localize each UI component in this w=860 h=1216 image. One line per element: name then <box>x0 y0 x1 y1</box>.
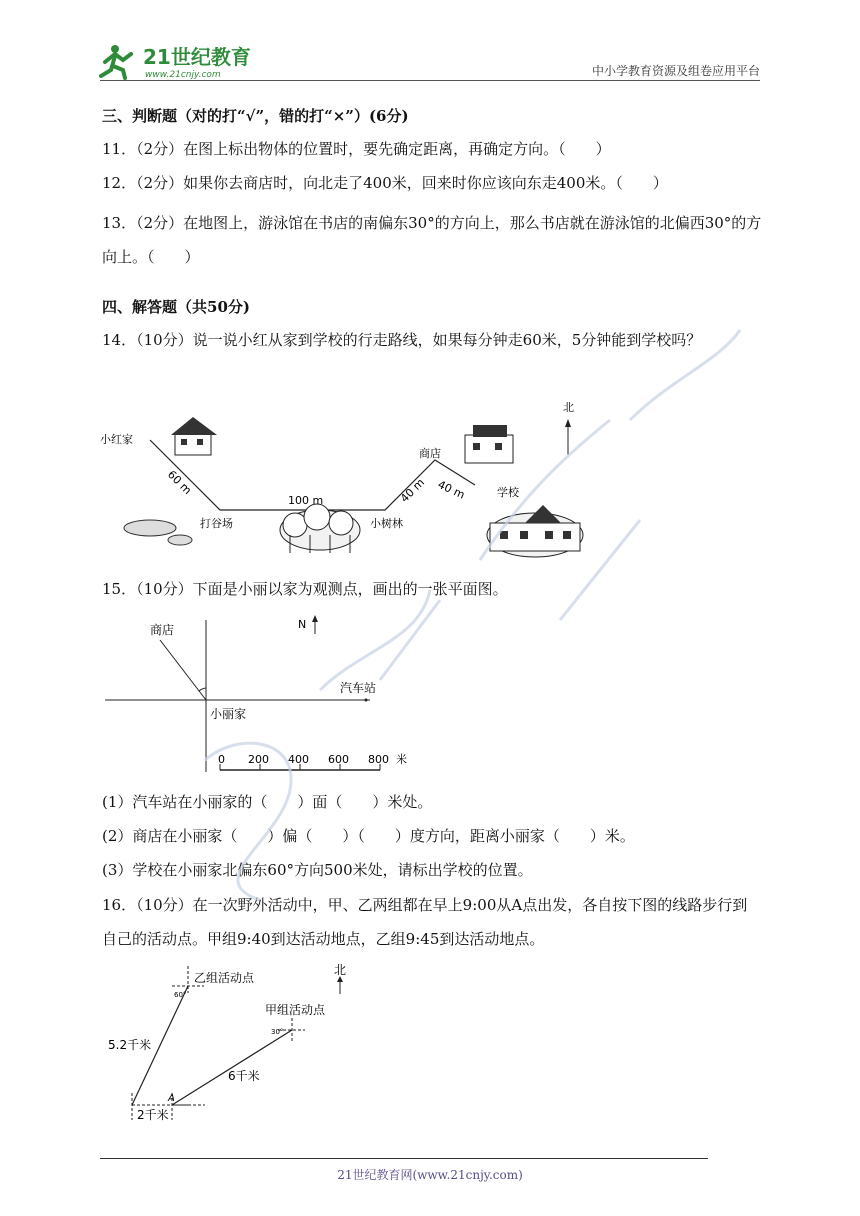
route-map-q16 <box>100 958 370 1133</box>
north-arrow-icon <box>337 976 343 994</box>
station-label: 汽车站 <box>340 681 377 695</box>
question-12: 12．（2分）如果你去商店时，向北走了400米，回来时你应该向东走400米。（ ） <box>102 174 668 192</box>
distance-2: 2千米 <box>137 1108 169 1122</box>
section4-title: 四、解答题（共50分) <box>102 298 250 316</box>
shop-label: 商店 <box>150 623 175 637</box>
north-arrow-icon <box>312 615 318 634</box>
footer-text: 21世纪教育网(www.21cnjy.com) <box>337 1168 523 1182</box>
distance-2: 100 m <box>288 494 324 507</box>
logo-url: www.21cnjy.com <box>145 70 221 80</box>
plan-map-q15 <box>100 612 430 777</box>
route-map-q14 <box>95 395 675 565</box>
question-14: 14．（10分）说一说小红从家到学校的行走路线，如果每分钟走60米，5分钟能到学校吗？ <box>102 331 702 349</box>
yi-label: 乙组活动点 <box>194 971 255 985</box>
grove-label: 小树林 <box>370 517 403 530</box>
granary-label: 打谷场 <box>200 517 233 530</box>
distance-1: 60 m <box>164 467 195 498</box>
distance-4: 40 m <box>435 477 467 502</box>
school-building-icon <box>487 505 583 557</box>
home-house-icon <box>171 417 217 455</box>
distance-5-2: 5.2千米 <box>108 1038 152 1052</box>
shop-building-icon <box>465 425 513 463</box>
runner-logo-icon <box>101 45 131 78</box>
question-15: 15．（10分）下面是小丽以家为观测点，画出的一张平面图。 <box>102 580 508 598</box>
section3-title: 三、判断题（对的打“√”，错的打“×”）(6分) <box>102 107 409 125</box>
jia-label: 甲组活动点 <box>265 1003 326 1017</box>
rocks-icon <box>124 520 192 545</box>
header-platform-text: 中小学教育资源及组卷应用平台 <box>591 64 760 78</box>
school-label: 学校 <box>497 486 519 499</box>
north-label: 北 <box>334 963 347 977</box>
point-a-label: A <box>168 1093 175 1104</box>
scale-800: 800 <box>368 753 389 766</box>
distance-6: 6千米 <box>228 1069 260 1083</box>
distance-3: 40 m <box>397 475 428 506</box>
scale-200: 200 <box>248 753 269 766</box>
station-point <box>365 699 368 702</box>
footer-divider <box>100 1158 708 1159</box>
grove-icon <box>280 504 360 553</box>
shop-label: 商店 <box>419 447 441 460</box>
home-label: 小红家 <box>100 433 133 446</box>
route-jia <box>172 1030 292 1105</box>
scale-600: 600 <box>328 753 349 766</box>
question-15-part2: (2）商店在小丽家（ ）偏（ ）（ ）度方向，距离小丽家（ ）米。 <box>102 827 635 845</box>
logo <box>95 40 265 82</box>
angle-60: 60° <box>174 991 187 999</box>
angle-30: 30° <box>271 1028 284 1036</box>
header-divider <box>100 80 760 81</box>
question-13: 13．（2分）在地图上，游泳馆在书店的南偏东30°的方向上，那么书店就在游泳馆的北偏西30°的方向上。（ ） <box>102 214 762 266</box>
north-arrow-icon <box>565 419 571 455</box>
question-16: 16．（10分）在一次野外活动中，甲、乙两组都在早上9:00从A点出发，各自按下图的线路步行到自己的活动点。甲组9:40到达活动地点，乙组9:45到达活动地点。 <box>102 896 748 948</box>
north-label: N <box>298 618 307 631</box>
question-15-part1: (1）汽车站在小丽家的（ ）面（ ）米处。 <box>102 793 433 811</box>
north-label: 北 <box>563 401 574 414</box>
scale-0: 0 <box>218 753 225 766</box>
logo-text: 21世纪教育 <box>143 45 251 69</box>
home-label: 小丽家 <box>210 707 247 721</box>
scale-unit: 米 <box>396 753 407 766</box>
question-11: 11．（2分）在图上标出物体的位置时，要先确定距离，再确定方向。（ ） <box>102 140 611 158</box>
scale-400: 400 <box>288 753 309 766</box>
question-15-part3: (3）学校在小丽家北偏东60°方向500米处，请标出学校的位置。 <box>102 861 533 879</box>
